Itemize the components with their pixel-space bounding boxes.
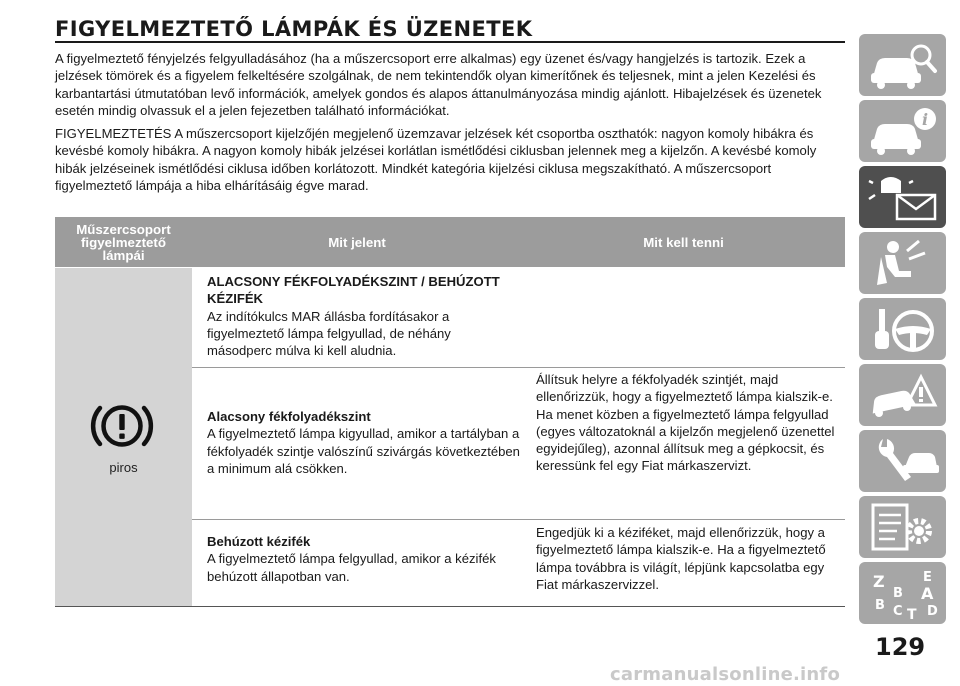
row1-meaning: [207, 273, 517, 359]
lamp-icon-cell: [55, 268, 192, 606]
tab-car-info[interactable]: [859, 100, 946, 162]
key-steering-wheel-icon: [867, 303, 939, 357]
row3-meaning: [207, 533, 525, 585]
row2-meaning: [207, 408, 525, 477]
header-lamps-text: Műszercsoport figyelmeztető lámpái: [76, 221, 171, 263]
car-search-icon: [867, 39, 939, 93]
row-divider: [192, 367, 845, 368]
row3-meaning-text: A figyelmeztető lámpa felgyullad, amikor a kézifék behúzott állapotban van.: [207, 551, 496, 584]
car-emergency-icon: [867, 369, 939, 423]
tab-maintenance[interactable]: [859, 430, 946, 492]
lamp-color-label: piros: [109, 460, 138, 475]
row1-meaning-text: Az indítókulcs MAR állásba fordításakor a figyelmeztető lámpa felgyullad, de néhány másodperc múlva ki kell aludnia.: [207, 308, 451, 359]
header-action: Mit kell tenni: [643, 234, 724, 250]
table-header: [55, 217, 845, 267]
tab-warning-lights[interactable]: [859, 166, 946, 228]
table-bottom-rule: [55, 606, 845, 607]
header-lamps: [55, 217, 192, 267]
svg-text:Z: Z: [873, 572, 885, 591]
intro-paragraph-2: FIGYELMEZTETÉS A műszercsoport kijelzőjén megjelenő üzemzavar jelzések két csoportba oszthatók: nagyon komoly hibákra és kevésbé komoly hibákra. A nagyon komoly hibák jelzései korlátlan ismétlődési ciklusban jelennek meg a kijelzőn. A kevésbé komoly hibák jelzéseinek ismétlődési ciklusa időben korlátozott. Mindkét kategória kijelzési ciklusa megszakítható. A műszercsoport figyelmeztető lámpája a hiba elhárításáig égve marad.: [55, 126, 817, 193]
row2-meaning-text: A figyelmeztető lámpa kigyullad, amikor a tartályban a fékfolyadék szintje valószínű szivárgás következtében a minimum alá csökken.: [207, 426, 520, 476]
alphabetical-index-icon: [867, 567, 939, 621]
tab-starting-driving[interactable]: [859, 298, 946, 360]
document-gear-icon: [867, 501, 939, 555]
svg-text:A: A: [921, 584, 934, 603]
page-number: 129: [875, 633, 926, 661]
svg-text:C: C: [893, 604, 903, 619]
row2-action: Állítsuk helyre a fékfolyadék szintjét, majd ellenőrizzük, hogy a figyelmeztető lámpa kialszik-e. Ha menet közben a figyelmeztető lámpa felgyullad (egyes változatoknál a kijelzőn megjelenő üzenettel egyidejűleg), azonnal állítsuk meg a gépkocsit, és keressünk fel egy Fiat márkaszervizt.: [536, 372, 835, 474]
svg-text:B: B: [875, 598, 885, 613]
title-rule: [55, 41, 845, 43]
intro-paragraph-1: A figyelmeztető fényjelzés felgyulladásához (ha a műszercsoport erre alkalmas) egy üzenet és/vagy hangjelzés is tartozik. Ezek a jelzések tömörek és a figyelem felkeltésére szolgálnak, de nem tekintendők olyan kimerítőnek és teljesnek, mint a jelen Kezelési és karbantartási útmutatóban levő információk, amelyek gondos és alapos áttanulmányozása mindig ajánlott. Hibajelzések és üzenetek esetén mindig olvassuk el a jelen fejezetben található információkat.: [55, 51, 822, 118]
row-divider: [192, 519, 845, 520]
row2-meaning-title: Alacsony fékfolyadékszint: [207, 409, 371, 424]
watermark: carmanualsonline.info: [610, 664, 841, 685]
svg-text:E: E: [923, 570, 932, 585]
row1-meaning-title: ALACSONY FÉKFOLYADÉKSZINT / BEHÚZOTT KÉZIFÉK: [207, 274, 500, 307]
svg-text:B: B: [893, 586, 903, 601]
brake-warning-icon: [90, 394, 154, 458]
tab-index[interactable]: [859, 562, 946, 624]
row3-action: Engedjük ki a kéziféket, majd ellenőrizzük, hogy a figyelmeztető lámpa kialszik-e. Ha a figyelmeztető lámpa továbbra is világít, lépjünk kapcsolatba egy Fiat márkaszervizzel.: [536, 525, 826, 592]
car-info-icon: [867, 105, 939, 159]
svg-text:T: T: [907, 607, 917, 621]
svg-text:i: i: [921, 110, 929, 129]
tab-emergency[interactable]: [859, 364, 946, 426]
row3-meaning-title: Behúzott kézifék: [207, 534, 311, 549]
tab-car-search[interactable]: [859, 34, 946, 96]
airbag-seat-icon: [867, 237, 939, 291]
warning-light-message-icon: [867, 171, 939, 225]
wrench-car-icon: [867, 435, 939, 489]
tab-technical-data[interactable]: [859, 496, 946, 558]
header-meaning: Mit jelent: [328, 234, 386, 250]
page-title: FIGYELMEZTETŐ LÁMPÁK ÉS ÜZENETEK: [55, 17, 533, 41]
tab-safety[interactable]: [859, 232, 946, 294]
svg-text:D: D: [927, 604, 938, 619]
